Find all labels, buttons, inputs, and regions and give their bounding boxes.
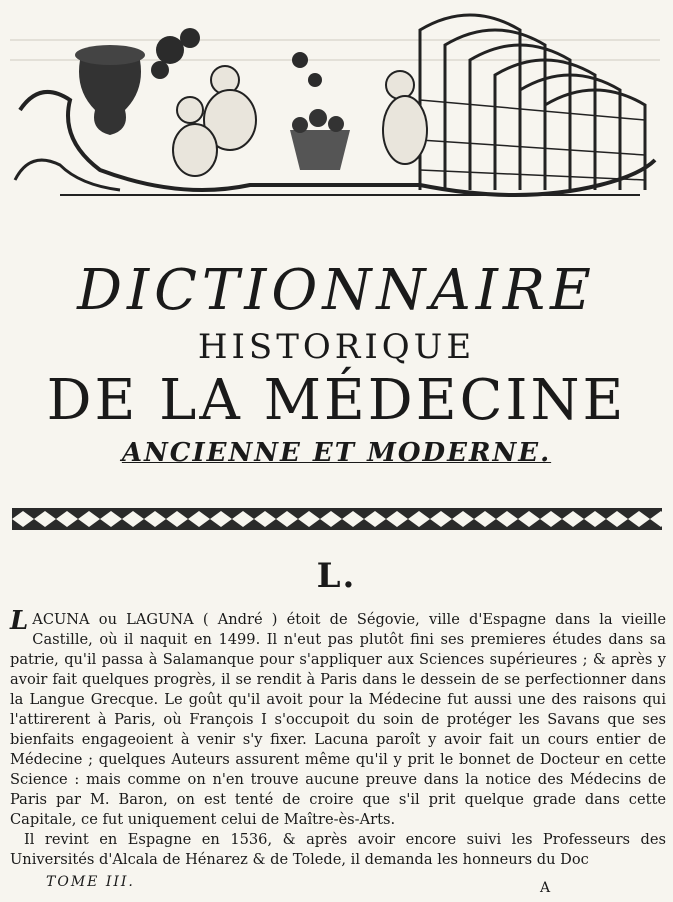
title-dictionnaire: DICTIONNAIRE [77, 258, 596, 323]
section-letter: L. [316, 556, 357, 596]
paragraph-2: Il revint en Espagne en 1536, & après avoir encore suivi les Professeurs des Universités d'Alcala de Hénarez & de Tolede, il demanda les honneurs du Doc [10, 831, 666, 868]
signature-mark: A [540, 880, 551, 896]
title-de-la-medecine: DE LA MÉDECINE [46, 368, 627, 433]
headpiece-engraving [0, 0, 673, 235]
title-historique: HISTORIQUE [197, 327, 476, 367]
paragraph-1-text: ACUNA ou LAGUNA ( André ) étoit de Ségovie, ville d'Espagne dans la vieille Castille, où il naquit en 1499. Il n'eut pas plutôt fini ses premieres études dans sa patrie, qu'il passa à Salamanque pour s'appliquer aux Sciences supérieures ; & après y avoir fait quelques progrès, il se rendit à Paris dans le dessein de se perfectionner dans la Langue Grecque. Le goût qu'il avoit pour la Médecine fut aussi une des raisons qui l'attirerent à Paris, où François I s'occupoit du soin de protéger les Savans que ses bienfaits engageoient à venir s'y fixer. Lacuna paroît y avoir fait un cours entier de Médecine ; quelques Auteurs assurent même qu'il y prit le bonnet de Docteur en cette Science : mais comme on n'en trouve aucune preuve dans la notice des Médecins de Paris par M. Baron, on est tenté de croire que s'il prit quelque grade dans cette Capitale, ce fut uniquement celui de Maître-ès-Arts. [10, 611, 666, 828]
drop-cap: L [10, 606, 29, 636]
page-footer [0, 874, 673, 894]
title-ancienne-et-moderne: ANCIENNE ET MODERNE. [121, 438, 552, 468]
title-block [0, 258, 673, 468]
ornamental-border [12, 508, 662, 530]
article-body [10, 606, 666, 870]
volume-label: TOME III. [46, 874, 135, 890]
paragraph-1 [10, 606, 666, 830]
